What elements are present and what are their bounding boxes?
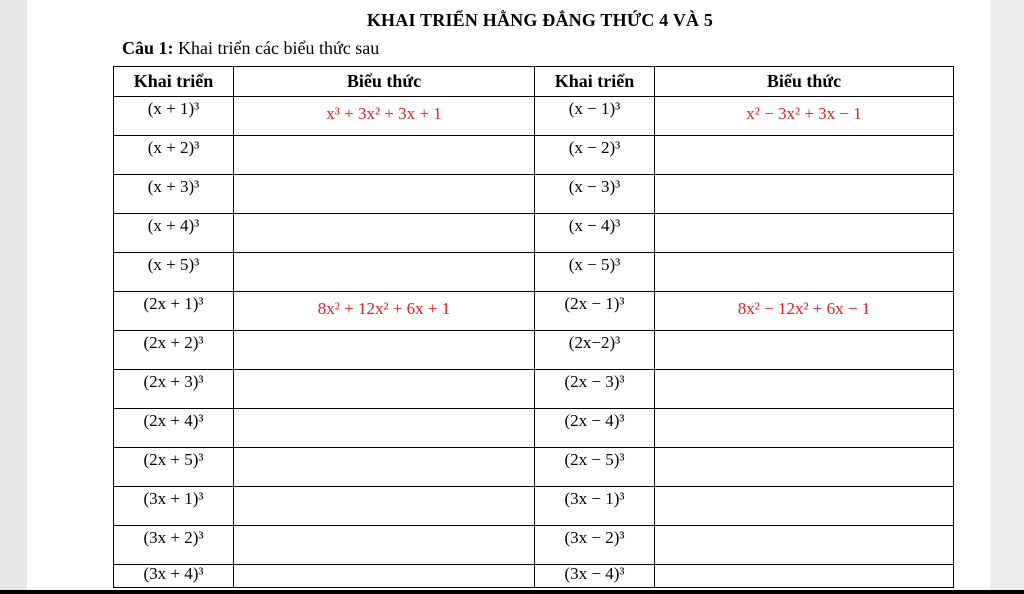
- table-body: [114, 97, 954, 588]
- expression-cell-right: [535, 97, 655, 136]
- expression-cell-left: [114, 565, 234, 588]
- expression-cell-left: [114, 97, 234, 136]
- expression-cell-right: [535, 448, 655, 487]
- table-row: [114, 526, 954, 565]
- result-cell-right: [655, 175, 954, 214]
- table-row: [114, 487, 954, 526]
- expansion-table: [113, 66, 954, 588]
- expression-cell-left: [114, 448, 234, 487]
- expression-cell-left-text: (x + 2)³: [147, 138, 200, 157]
- expression-cell-right-text: (2x − 5)³: [564, 450, 625, 469]
- expression-cell-left-text: (3x + 2)³: [143, 528, 204, 547]
- expression-cell-left-text: (x + 3)³: [147, 177, 200, 196]
- expression-cell-right: [535, 526, 655, 565]
- question-number: Câu 1:: [122, 38, 174, 58]
- result-cell-right: [655, 214, 954, 253]
- result-cell-left: [234, 331, 535, 370]
- expression-cell-right-text: (x − 4)³: [568, 216, 621, 235]
- expression-cell-right-text: (2x−2)³: [568, 333, 621, 352]
- table-row: [114, 409, 954, 448]
- question-text: Khai triển các biểu thức sau: [178, 38, 380, 58]
- result-cell-left-text: x³ + 3x² + 3x + 1: [326, 104, 442, 123]
- expression-cell-left: [114, 409, 234, 448]
- table-row: [114, 136, 954, 175]
- result-cell-left: [234, 175, 535, 214]
- result-cell-left: [234, 292, 535, 331]
- result-cell-left: [234, 253, 535, 292]
- expression-cell-right-text: (3x − 4)³: [564, 564, 625, 583]
- result-cell-left: [234, 370, 535, 409]
- page-title: KHAI TRIỂN HẰNG ĐẲNG THỨC 4 VÀ 5: [366, 10, 714, 30]
- expression-cell-left-text: (2x + 1)³: [143, 294, 204, 313]
- header-expression-right: Biểu thức: [655, 67, 954, 97]
- expression-cell-right: [535, 292, 655, 331]
- left-margin: [0, 0, 27, 594]
- bottom-edge: [0, 590, 1024, 594]
- result-cell-right: [655, 565, 954, 588]
- header-expand-right: Khai triển: [535, 67, 655, 97]
- expression-cell-right-text: (2x − 4)³: [564, 411, 625, 430]
- right-margin: [990, 0, 1024, 594]
- table-row: [114, 565, 954, 588]
- result-cell-left: [234, 487, 535, 526]
- table-row: [114, 175, 954, 214]
- expression-cell-left: [114, 526, 234, 565]
- table-row: [114, 331, 954, 370]
- header-expression-left: Biểu thức: [234, 67, 535, 97]
- result-cell-right: [655, 409, 954, 448]
- expression-cell-left: [114, 253, 234, 292]
- result-cell-right: [655, 487, 954, 526]
- expression-cell-left: [114, 331, 234, 370]
- table-row: [114, 292, 954, 331]
- result-cell-right: [655, 526, 954, 565]
- expression-cell-right-text: (x − 5)³: [568, 255, 621, 274]
- result-cell-right: [655, 448, 954, 487]
- expression-cell-left-text: (2x + 2)³: [143, 333, 204, 352]
- expression-cell-right-text: (2x − 3)³: [564, 372, 625, 391]
- result-cell-right: [655, 97, 954, 136]
- expression-cell-left: [114, 175, 234, 214]
- expression-cell-left-text: (x + 1)³: [147, 99, 200, 118]
- expression-cell-right: [535, 175, 655, 214]
- expression-cell-left: [114, 292, 234, 331]
- expression-cell-left-text: (2x + 3)³: [143, 372, 204, 391]
- expression-cell-right: [535, 565, 655, 588]
- table-header-row: [114, 67, 954, 97]
- expression-cell-right: [535, 331, 655, 370]
- expression-cell-right-text: (x − 1)³: [568, 99, 621, 118]
- result-cell-left: [234, 526, 535, 565]
- table-row: [114, 448, 954, 487]
- expression-cell-right-text: (x − 2)³: [568, 138, 621, 157]
- result-cell-left-text: 8x² + 12x² + 6x + 1: [317, 299, 451, 318]
- table-row: [114, 97, 954, 136]
- expression-cell-right-text: (3x − 2)³: [564, 528, 625, 547]
- result-cell-right: [655, 331, 954, 370]
- expression-cell-left: [114, 370, 234, 409]
- result-cell-right: [655, 292, 954, 331]
- expression-cell-left: [114, 487, 234, 526]
- expression-cell-right-text: (2x − 1)³: [564, 294, 625, 313]
- expression-cell-right: [535, 370, 655, 409]
- expression-cell-right-text: (3x − 1)³: [564, 489, 625, 508]
- expression-cell-left-text: (x + 5)³: [147, 255, 200, 274]
- expression-cell-left: [114, 214, 234, 253]
- expression-cell-right: [535, 487, 655, 526]
- expression-cell-left-text: (3x + 4)³: [143, 564, 204, 583]
- expression-cell-right: [535, 253, 655, 292]
- table-row: [114, 370, 954, 409]
- expression-cell-left-text: (3x + 1)³: [143, 489, 204, 508]
- expression-cell-left-text: (x + 4)³: [147, 216, 200, 235]
- result-cell-left: [234, 409, 535, 448]
- expression-cell-left-text: (2x + 5)³: [143, 450, 204, 469]
- expression-cell-right: [535, 409, 655, 448]
- expression-cell-left: [114, 136, 234, 175]
- result-cell-right: [655, 136, 954, 175]
- result-cell-left: [234, 565, 535, 588]
- expression-cell-right-text: (x − 3)³: [568, 177, 621, 196]
- result-cell-left: [234, 136, 535, 175]
- expression-cell-right: [535, 214, 655, 253]
- expression-cell-left-text: (2x + 4)³: [143, 411, 204, 430]
- expression-cell-right: [535, 136, 655, 175]
- result-cell-right: [655, 370, 954, 409]
- result-cell-right-text: x² − 3x² + 3x − 1: [746, 104, 862, 123]
- result-cell-left: [234, 214, 535, 253]
- result-cell-left: [234, 97, 535, 136]
- question-line: [122, 38, 379, 59]
- header-expand-left: Khai triển: [114, 67, 234, 97]
- table-row: [114, 253, 954, 292]
- table-row: [114, 214, 954, 253]
- result-cell-left: [234, 448, 535, 487]
- result-cell-right-text: 8x² − 12x² + 6x − 1: [737, 299, 871, 318]
- result-cell-right: [655, 253, 954, 292]
